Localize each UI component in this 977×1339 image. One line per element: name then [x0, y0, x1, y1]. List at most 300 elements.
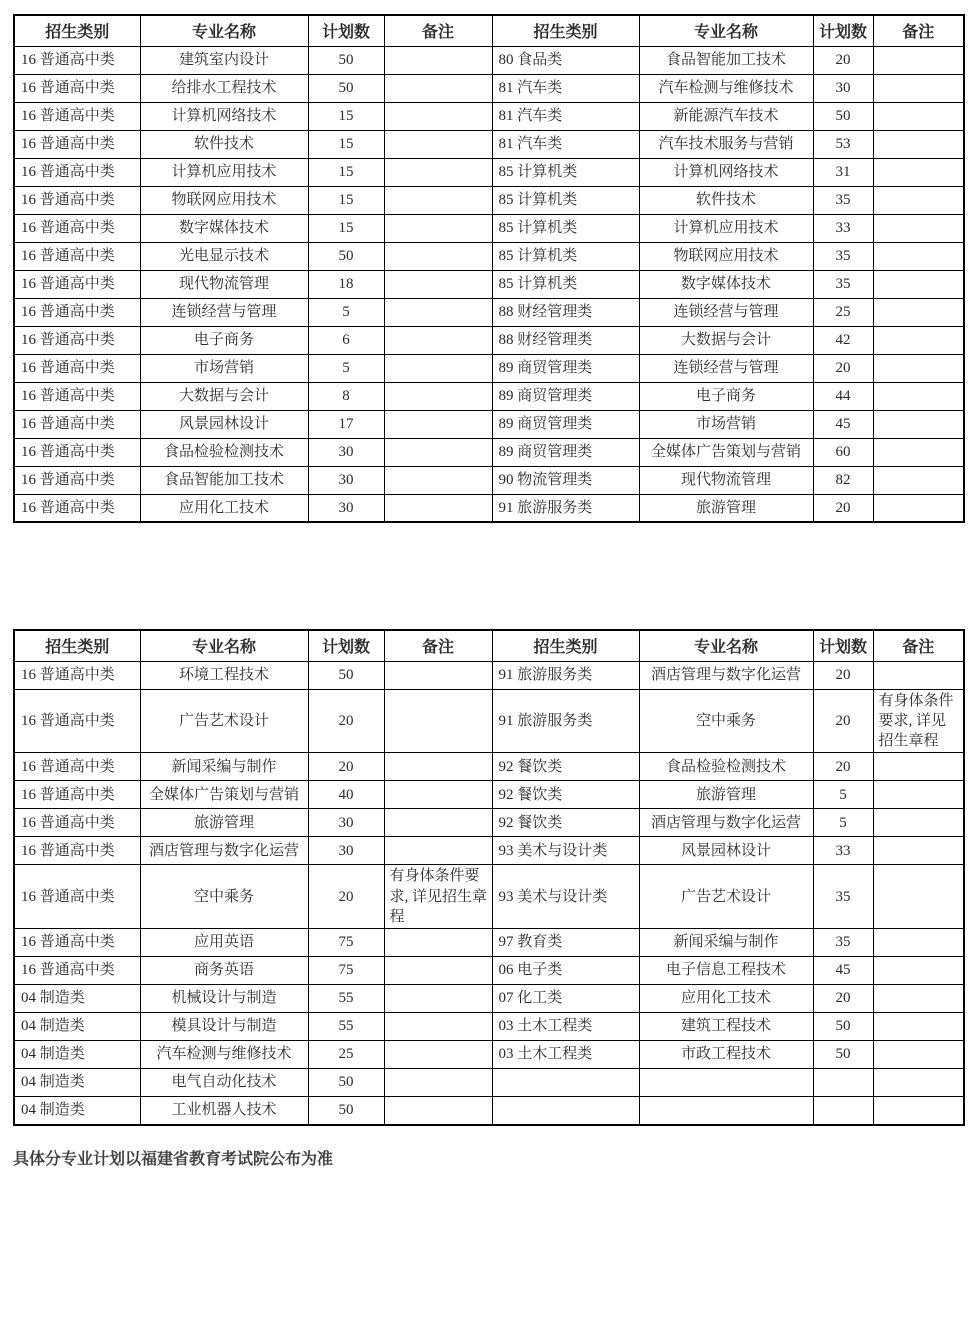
plan-count-cell: 30: [308, 438, 384, 466]
category-cell: 04 制造类: [14, 1069, 140, 1097]
category-cell: 06 电子类: [492, 957, 639, 985]
category-cell: 90 物流管理类: [492, 466, 639, 494]
category-cell: 80 食品类: [492, 46, 639, 74]
remark-cell: [873, 410, 964, 438]
remark-cell: [384, 410, 492, 438]
plan-count-cell: 20: [813, 985, 873, 1013]
table-row: [14, 158, 964, 186]
category-cell: 93 美术与设计类: [492, 865, 639, 929]
remark-cell: [873, 1013, 964, 1041]
table-row: [14, 214, 964, 242]
major-cell: 计算机应用技术: [140, 158, 308, 186]
major-cell: 新闻采编与制作: [639, 929, 813, 957]
plan-count-cell: 33: [813, 837, 873, 865]
major-cell: 应用化工技术: [639, 985, 813, 1013]
plan-count-cell: 50: [308, 661, 384, 689]
remark-cell: [873, 466, 964, 494]
plan-count-cell: 45: [813, 957, 873, 985]
plan-count-cell: 20: [308, 753, 384, 781]
plan-count-cell: 50: [308, 74, 384, 102]
plan-count-cell: 44: [813, 382, 873, 410]
column-header: 招生类别: [14, 630, 140, 661]
remark-cell: [873, 158, 964, 186]
remark-cell: [873, 382, 964, 410]
major-cell: 酒店管理与数字化运营: [639, 809, 813, 837]
column-header: 专业名称: [140, 15, 308, 46]
plan-count-cell: 15: [308, 158, 384, 186]
column-header: 计划数: [308, 15, 384, 46]
major-cell: 模具设计与制造: [140, 1013, 308, 1041]
plan-count-cell: 15: [308, 102, 384, 130]
category-cell: 16 普通高中类: [14, 326, 140, 354]
category-cell: 03 土木工程类: [492, 1013, 639, 1041]
category-cell: 16 普通高中类: [14, 270, 140, 298]
remark-cell: [873, 326, 964, 354]
major-cell: 汽车检测与维修技术: [140, 1041, 308, 1069]
major-cell: 物联网应用技术: [140, 186, 308, 214]
major-cell: 汽车技术服务与营销: [639, 130, 813, 158]
column-header: 备注: [384, 15, 492, 46]
plan-count-cell: 20: [813, 46, 873, 74]
major-cell: 给排水工程技术: [140, 74, 308, 102]
remark-cell: [873, 781, 964, 809]
major-cell: 食品智能加工技术: [639, 46, 813, 74]
category-cell: 04 制造类: [14, 1041, 140, 1069]
plan-count-cell: 30: [308, 809, 384, 837]
table-row: [14, 985, 964, 1013]
remark-cell: [384, 382, 492, 410]
plan-count-cell: 15: [308, 186, 384, 214]
column-header: 计划数: [813, 15, 873, 46]
remark-cell: [873, 438, 964, 466]
table-row: [14, 410, 964, 438]
major-cell: 汽车检测与维修技术: [639, 74, 813, 102]
remark-cell: [384, 689, 492, 753]
major-cell: [639, 1097, 813, 1125]
category-cell: 16 普通高中类: [14, 214, 140, 242]
category-cell: 16 普通高中类: [14, 410, 140, 438]
plan-count-cell: 35: [813, 865, 873, 929]
remark-cell: [873, 242, 964, 270]
remark-cell: [384, 957, 492, 985]
table-row: [14, 661, 964, 689]
remark-cell: [384, 242, 492, 270]
table-row: [14, 837, 964, 865]
table-row: [14, 929, 964, 957]
remark-cell: [384, 929, 492, 957]
major-cell: 连锁经营与管理: [639, 298, 813, 326]
major-cell: 机械设计与制造: [140, 985, 308, 1013]
plan-count-cell: 55: [308, 985, 384, 1013]
plan-count-cell: 50: [308, 1069, 384, 1097]
table-row: [14, 1097, 964, 1125]
table-row: [14, 957, 964, 985]
category-cell: 81 汽车类: [492, 74, 639, 102]
major-cell: 计算机网络技术: [140, 102, 308, 130]
major-cell: 物联网应用技术: [639, 242, 813, 270]
major-cell: 现代物流管理: [140, 270, 308, 298]
remark-cell: [873, 837, 964, 865]
table-row: [14, 809, 964, 837]
table-row: [14, 781, 964, 809]
remark-cell: [384, 102, 492, 130]
remark-cell: [873, 102, 964, 130]
major-cell: 食品检验检测技术: [140, 438, 308, 466]
footer-note: 具体分专业计划以福建省教育考试院公布为准: [13, 1150, 334, 1168]
category-cell: 16 普通高中类: [14, 781, 140, 809]
major-cell: 电子信息工程技术: [639, 957, 813, 985]
plan-count-cell: 30: [308, 837, 384, 865]
major-cell: 大数据与会计: [639, 326, 813, 354]
major-cell: 光电显示技术: [140, 242, 308, 270]
remark-cell: [873, 865, 964, 929]
plan-count-cell: 15: [308, 214, 384, 242]
major-cell: 酒店管理与数字化运营: [639, 661, 813, 689]
category-cell: 16 普通高中类: [14, 242, 140, 270]
table-row: [14, 46, 964, 74]
remark-cell: [873, 753, 964, 781]
remark-cell: [384, 837, 492, 865]
table-row: [14, 298, 964, 326]
plan-count-cell: 20: [813, 494, 873, 522]
table-row: [14, 270, 964, 298]
remark-cell: [384, 1013, 492, 1041]
plan-count-cell: [813, 1097, 873, 1125]
category-cell: [492, 1097, 639, 1125]
remark-cell: [384, 1069, 492, 1097]
column-header: 备注: [384, 630, 492, 661]
plan-count-cell: 20: [308, 689, 384, 753]
column-header: 计划数: [308, 630, 384, 661]
remark-cell: [873, 130, 964, 158]
category-cell: 91 旅游服务类: [492, 661, 639, 689]
remark-cell: [873, 494, 964, 522]
major-cell: 软件技术: [140, 130, 308, 158]
plan-count-cell: 50: [308, 1097, 384, 1125]
remark-cell: [873, 957, 964, 985]
major-cell: 食品检验检测技术: [639, 753, 813, 781]
category-cell: 16 普通高中类: [14, 130, 140, 158]
remark-cell: [384, 270, 492, 298]
plan-count-cell: [813, 1069, 873, 1097]
table-row: [14, 74, 964, 102]
table-row: [14, 1013, 964, 1041]
table-row: [14, 354, 964, 382]
remark-cell: [873, 354, 964, 382]
remark-cell: [873, 214, 964, 242]
major-cell: 现代物流管理: [639, 466, 813, 494]
plan-count-cell: 75: [308, 957, 384, 985]
table-row: [14, 494, 964, 522]
header-row: [14, 630, 964, 661]
plan-count-cell: 50: [813, 102, 873, 130]
category-cell: 16 普通高中类: [14, 46, 140, 74]
category-cell: 03 土木工程类: [492, 1041, 639, 1069]
plan-count-cell: 75: [308, 929, 384, 957]
remark-cell: [384, 753, 492, 781]
major-cell: 数字媒体技术: [639, 270, 813, 298]
major-cell: 电子商务: [639, 382, 813, 410]
remark-cell: [384, 186, 492, 214]
plan-count-cell: 20: [813, 753, 873, 781]
category-cell: 91 旅游服务类: [492, 494, 639, 522]
remark-cell: [873, 929, 964, 957]
category-cell: 16 普通高中类: [14, 689, 140, 753]
category-cell: 16 普通高中类: [14, 753, 140, 781]
plan-count-cell: 50: [308, 46, 384, 74]
plan-count-cell: 20: [813, 661, 873, 689]
category-cell: 16 普通高中类: [14, 837, 140, 865]
category-cell: 81 汽车类: [492, 102, 639, 130]
remark-cell: [873, 74, 964, 102]
major-cell: 风景园林设计: [639, 837, 813, 865]
plan-count-cell: 20: [308, 865, 384, 929]
remark-cell: [873, 46, 964, 74]
category-cell: 85 计算机类: [492, 158, 639, 186]
plan-count-cell: 20: [813, 689, 873, 753]
major-cell: 应用英语: [140, 929, 308, 957]
remark-cell: [384, 809, 492, 837]
plan-count-cell: 53: [813, 130, 873, 158]
major-cell: [639, 1069, 813, 1097]
major-cell: 计算机网络技术: [639, 158, 813, 186]
table-row: [14, 438, 964, 466]
major-cell: 大数据与会计: [140, 382, 308, 410]
table-row: [14, 186, 964, 214]
major-cell: 计算机应用技术: [639, 214, 813, 242]
table-row: [14, 466, 964, 494]
plan-count-cell: 35: [813, 186, 873, 214]
remark-cell: [384, 46, 492, 74]
column-header: 招生类别: [492, 15, 639, 46]
category-cell: 04 制造类: [14, 1097, 140, 1125]
table-row: [14, 753, 964, 781]
table-row: [14, 689, 964, 753]
major-cell: 应用化工技术: [140, 494, 308, 522]
category-cell: 16 普通高中类: [14, 382, 140, 410]
remark-cell: [873, 661, 964, 689]
major-cell: 空中乘务: [140, 865, 308, 929]
plan-count-cell: 60: [813, 438, 873, 466]
major-cell: 风景园林设计: [140, 410, 308, 438]
table-row: [14, 382, 964, 410]
category-cell: 04 制造类: [14, 1013, 140, 1041]
remark-cell: [873, 298, 964, 326]
category-cell: 92 餐饮类: [492, 753, 639, 781]
plan-count-cell: 25: [308, 1041, 384, 1069]
category-cell: 16 普通高中类: [14, 466, 140, 494]
category-cell: 16 普通高中类: [14, 494, 140, 522]
plan-count-cell: 30: [813, 74, 873, 102]
plan-count-cell: 33: [813, 214, 873, 242]
plan-count-cell: 40: [308, 781, 384, 809]
category-cell: 91 旅游服务类: [492, 689, 639, 753]
plan-count-cell: 18: [308, 270, 384, 298]
remark-cell: [384, 158, 492, 186]
column-header: 备注: [873, 630, 964, 661]
category-cell: 16 普通高中类: [14, 438, 140, 466]
plan-count-cell: 20: [813, 354, 873, 382]
category-cell: 07 化工类: [492, 985, 639, 1013]
plan-count-cell: 5: [308, 354, 384, 382]
plan-count-cell: 35: [813, 929, 873, 957]
remark-cell: [873, 186, 964, 214]
remark-cell: [384, 466, 492, 494]
remark-cell: [873, 1041, 964, 1069]
category-cell: 85 计算机类: [492, 186, 639, 214]
category-cell: 93 美术与设计类: [492, 837, 639, 865]
remark-cell: [384, 438, 492, 466]
remark-cell: [384, 326, 492, 354]
plan-count-cell: 42: [813, 326, 873, 354]
remark-cell: [384, 661, 492, 689]
category-cell: 89 商贸管理类: [492, 354, 639, 382]
category-cell: 16 普通高中类: [14, 298, 140, 326]
category-cell: 16 普通高中类: [14, 74, 140, 102]
remark-cell: [384, 130, 492, 158]
category-cell: [492, 1069, 639, 1097]
table-row: [14, 865, 964, 929]
category-cell: 85 计算机类: [492, 270, 639, 298]
plan-count-cell: 5: [813, 809, 873, 837]
category-cell: 92 餐饮类: [492, 809, 639, 837]
plan-count-cell: 82: [813, 466, 873, 494]
major-cell: 广告艺术设计: [639, 865, 813, 929]
remark-cell: [873, 270, 964, 298]
remark-cell: [873, 985, 964, 1013]
category-cell: 16 普通高中类: [14, 661, 140, 689]
table-row: [14, 326, 964, 354]
plan-count-cell: 50: [813, 1041, 873, 1069]
remark-cell: 有身体条件要求, 详见招生章程: [384, 865, 492, 929]
remark-cell: [384, 781, 492, 809]
major-cell: 连锁经营与管理: [140, 298, 308, 326]
major-cell: 全媒体广告策划与营销: [140, 781, 308, 809]
major-cell: 电气自动化技术: [140, 1069, 308, 1097]
remark-cell: [384, 298, 492, 326]
plan-count-cell: 17: [308, 410, 384, 438]
category-cell: 16 普通高中类: [14, 865, 140, 929]
category-cell: 16 普通高中类: [14, 158, 140, 186]
major-cell: 旅游管理: [639, 781, 813, 809]
category-cell: 88 财经管理类: [492, 326, 639, 354]
table-row: [14, 1069, 964, 1097]
enrollment-plan-table-1: [13, 14, 965, 523]
major-cell: 连锁经营与管理: [639, 354, 813, 382]
category-cell: 89 商贸管理类: [492, 410, 639, 438]
plan-count-cell: 5: [813, 781, 873, 809]
major-cell: 软件技术: [639, 186, 813, 214]
column-header: 备注: [873, 15, 964, 46]
plan-count-cell: 55: [308, 1013, 384, 1041]
major-cell: 空中乘务: [639, 689, 813, 753]
plan-count-cell: 50: [308, 242, 384, 270]
plan-count-cell: 35: [813, 242, 873, 270]
category-cell: 88 财经管理类: [492, 298, 639, 326]
column-header: 专业名称: [140, 630, 308, 661]
major-cell: 工业机器人技术: [140, 1097, 308, 1125]
category-cell: 92 餐饮类: [492, 781, 639, 809]
remark-cell: [384, 494, 492, 522]
plan-count-cell: 5: [308, 298, 384, 326]
category-cell: 97 教育类: [492, 929, 639, 957]
plan-count-cell: 25: [813, 298, 873, 326]
category-cell: 16 普通高中类: [14, 929, 140, 957]
column-header: 计划数: [813, 630, 873, 661]
remark-cell: [384, 354, 492, 382]
major-cell: 商务英语: [140, 957, 308, 985]
column-header: 专业名称: [639, 630, 813, 661]
category-cell: 04 制造类: [14, 985, 140, 1013]
remark-cell: [384, 1097, 492, 1125]
enrollment-plan-table-2: [13, 629, 965, 1126]
major-cell: 市政工程技术: [639, 1041, 813, 1069]
category-cell: 89 商贸管理类: [492, 438, 639, 466]
category-cell: 85 计算机类: [492, 214, 639, 242]
header-row: [14, 15, 964, 46]
plan-count-cell: 30: [308, 494, 384, 522]
remark-cell: 有身体条件要求, 详见招生章程: [873, 689, 964, 753]
major-cell: 广告艺术设计: [140, 689, 308, 753]
major-cell: 建筑工程技术: [639, 1013, 813, 1041]
plan-count-cell: 45: [813, 410, 873, 438]
table-row: [14, 242, 964, 270]
remark-cell: [384, 985, 492, 1013]
table-row: [14, 1041, 964, 1069]
category-cell: 81 汽车类: [492, 130, 639, 158]
major-cell: 数字媒体技术: [140, 214, 308, 242]
major-cell: 新能源汽车技术: [639, 102, 813, 130]
major-cell: 新闻采编与制作: [140, 753, 308, 781]
remark-cell: [873, 1097, 964, 1125]
major-cell: 市场营销: [140, 354, 308, 382]
major-cell: 旅游管理: [140, 809, 308, 837]
column-header: 招生类别: [492, 630, 639, 661]
major-cell: 食品智能加工技术: [140, 466, 308, 494]
remark-cell: [384, 214, 492, 242]
column-header: 招生类别: [14, 15, 140, 46]
category-cell: 16 普通高中类: [14, 354, 140, 382]
remark-cell: [384, 1041, 492, 1069]
table-row: [14, 102, 964, 130]
plan-count-cell: 30: [308, 466, 384, 494]
category-cell: 16 普通高中类: [14, 809, 140, 837]
major-cell: 酒店管理与数字化运营: [140, 837, 308, 865]
major-cell: 建筑室内设计: [140, 46, 308, 74]
major-cell: 旅游管理: [639, 494, 813, 522]
category-cell: 89 商贸管理类: [492, 382, 639, 410]
column-header: 专业名称: [639, 15, 813, 46]
category-cell: 85 计算机类: [492, 242, 639, 270]
table-row: [14, 130, 964, 158]
plan-count-cell: 8: [308, 382, 384, 410]
plan-count-cell: 35: [813, 270, 873, 298]
category-cell: 16 普通高中类: [14, 102, 140, 130]
plan-count-cell: 31: [813, 158, 873, 186]
plan-count-cell: 6: [308, 326, 384, 354]
plan-count-cell: 50: [813, 1013, 873, 1041]
category-cell: 16 普通高中类: [14, 186, 140, 214]
category-cell: 16 普通高中类: [14, 957, 140, 985]
plan-count-cell: 15: [308, 130, 384, 158]
remark-cell: [873, 809, 964, 837]
major-cell: 环境工程技术: [140, 661, 308, 689]
remark-cell: [873, 1069, 964, 1097]
major-cell: 全媒体广告策划与营销: [639, 438, 813, 466]
major-cell: 电子商务: [140, 326, 308, 354]
remark-cell: [384, 74, 492, 102]
major-cell: 市场营销: [639, 410, 813, 438]
